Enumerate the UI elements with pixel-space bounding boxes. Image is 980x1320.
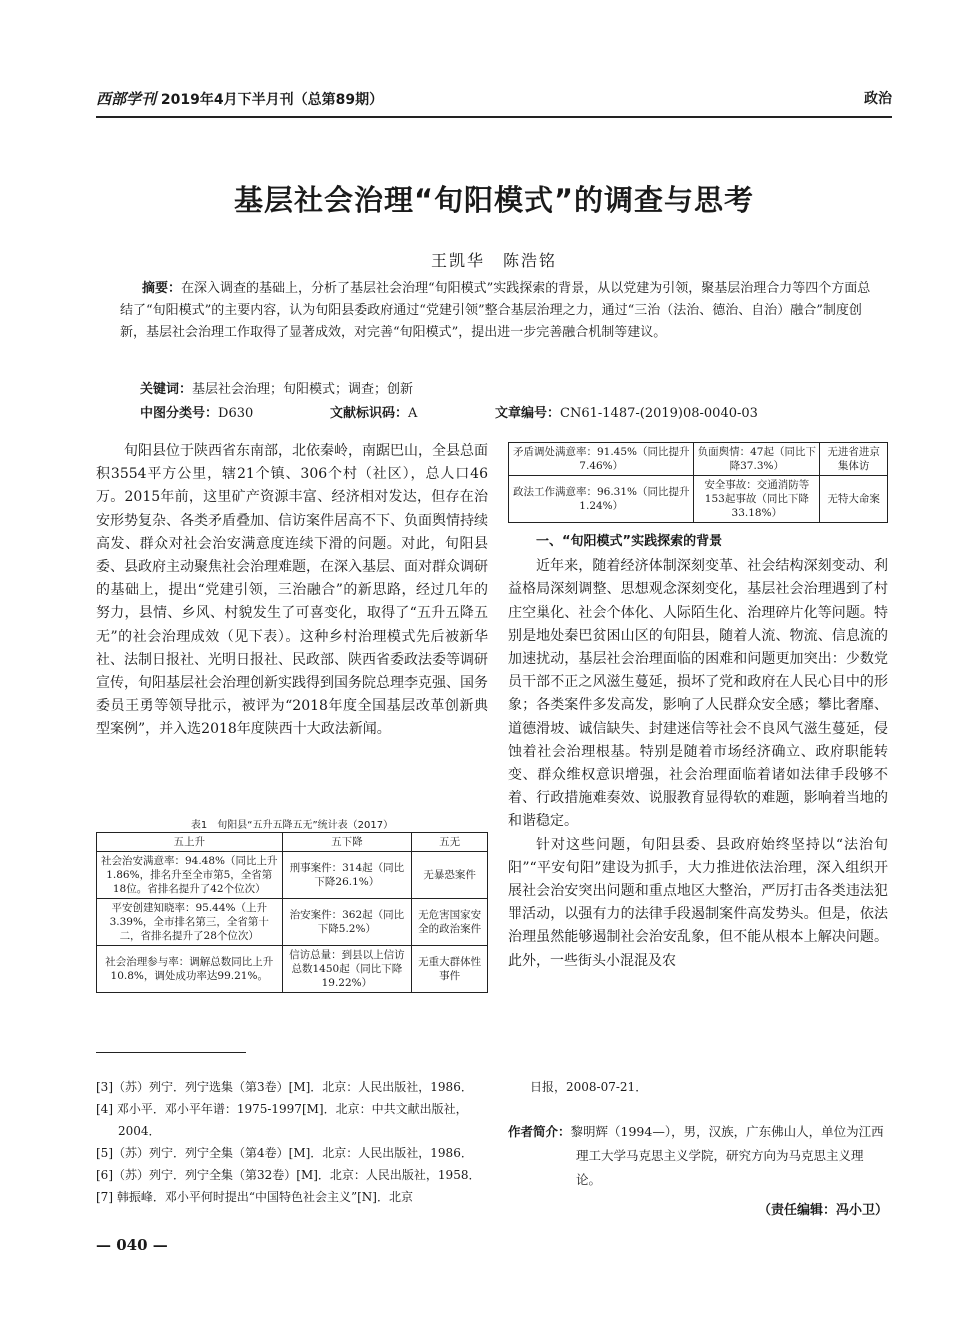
clc-number bbox=[140, 402, 253, 421]
doc-label: 文献标识码： bbox=[330, 406, 409, 421]
clc-value: D630 bbox=[218, 406, 254, 421]
table-cell: 无暴恐案件 bbox=[412, 852, 488, 899]
table-row bbox=[97, 946, 488, 993]
author-bio-text: 黎明辉（1994—），男，汉族，广东佛山人，单位为江西理工大学马克思主义学院，研究方向为马克思主义理论。 bbox=[570, 1124, 884, 1187]
reference-item: [6]（苏）列宁．列宁全集（第32卷）[M]．北京：人民出版社，1958． bbox=[96, 1168, 481, 1182]
header-journal-issue bbox=[96, 88, 383, 109]
reference-item: [3]（苏）列宁．列宁选集（第3卷）[M]．北京：人民出版社，1986． bbox=[96, 1080, 473, 1094]
article-number bbox=[495, 402, 758, 421]
references-list bbox=[96, 1076, 488, 1208]
table-cell: 政法工作满意率：96.31%（同比提升1.24%） bbox=[509, 476, 694, 523]
footnote-divider bbox=[96, 1052, 246, 1053]
reference-item: [5]（苏）列宁．列宁全集（第4卷）[M]．北京：人民出版社，1986． bbox=[96, 1146, 473, 1160]
table-cell: 治安案件：362起（同比下降5.2%） bbox=[282, 899, 412, 946]
header-fall: 五下降 bbox=[282, 833, 412, 852]
table-cell: 社会治安满意率：94.48%（同比上升1.86%，排名升至全市第5，全省第18位。省排名提升了42个位次） bbox=[97, 852, 283, 899]
table-cell: 信访总量：到县以上信访总数1450起（同比下降19.22%） bbox=[282, 946, 412, 993]
section1-heading: 一、“旬阳模式”实践探索的背景 bbox=[536, 534, 723, 549]
table-cell: 无危害国家安全的政治案件 bbox=[412, 899, 488, 946]
intro-column bbox=[96, 440, 488, 742]
table-header-row bbox=[97, 833, 488, 852]
table-cell: 无特大命案 bbox=[820, 476, 888, 523]
header-none: 五无 bbox=[412, 833, 488, 852]
classification-row bbox=[140, 402, 890, 422]
keywords bbox=[140, 378, 413, 397]
table-caption: 表1 旬阳县“五升五降五无”统计表（2017） bbox=[190, 820, 394, 831]
table-row bbox=[97, 852, 488, 899]
article-authors: 王凯华 陈浩铭 bbox=[430, 251, 557, 270]
header-divider bbox=[96, 116, 892, 118]
author-bio bbox=[508, 1120, 888, 1192]
keywords-text: 基层社会治理；旬阳模式；调查；创新 bbox=[192, 382, 414, 397]
reference-item: [4] 邓小平．邓小平年谱：1975-1997[M]．北京：中共文献出版社，2004． bbox=[96, 1102, 468, 1138]
journal-name: 西部学刊 bbox=[96, 90, 157, 108]
document-code bbox=[330, 402, 417, 421]
clc-label: 中图分类号： bbox=[140, 406, 219, 421]
header-rise: 五上升 bbox=[97, 833, 283, 852]
abstract-text: 在深入调查的基础上，分析了基层社会治理“旬阳模式”实践探索的背景，从以党建为引领，聚基层治理合力等四个方面总结了“旬阳模式”的主要内容，认为旬阳县委政府通过“党建引领”整合基层治理之力，通过“三治（法治、德治、自治）融合”制度创新，基层社会治理工作取得了显著成效，对完善“旬阳模式”，提出进一步完善融合机制等建议。 bbox=[120, 281, 871, 340]
table-row bbox=[509, 476, 888, 523]
table-cell: 平安创建知晓率：95.44%（上升3.39%，全市排名第三，全省第十二，省排名提升了28个位次） bbox=[97, 899, 283, 946]
responsible-editor: （责任编辑：冯小卫） bbox=[757, 1203, 888, 1218]
running-header bbox=[96, 88, 892, 114]
stats-table-part1 bbox=[96, 832, 488, 993]
keywords-label: 关键词： bbox=[140, 382, 193, 397]
references-right bbox=[508, 1076, 888, 1222]
table-row bbox=[509, 443, 888, 476]
reference-continuation: 日报，2008-07-21． bbox=[530, 1080, 648, 1094]
intro-paragraph: 旬阳县位于陕西省东南部，北依秦岭，南踞巴山，全县总面积3554平方公里，辖21个镇、306个村（社区），总人口46万。2015年前，这里矿产资源丰富、经济相对发达，但存在治安形势复杂、各类矛盾叠加、信访案件居高不下、负面舆情持续高发、群众对社会治安满意度连续下滑的问题。对此，旬阳县委、县政府主动聚焦社会治理难题，在深入基层、面对群众调研的基础上，提出“党建引领，三治融合”的新思路，经过几年的努力，县情、乡风、村貌发生了可喜变化，取得了“五升五降五无”的社会治理成效（见下表）。这种乡村治理模式先后被新华社、法制日报社、光明日报社、民政部、陕西省委政法委等调研宣传，旬阳基层社会治理创新实践得到国务院总理李克强、国务委员王勇等领导批示，被评为“2018年度全国基层改革创新典型案例”，并入选2018年度陕西十大政法新闻。 bbox=[96, 443, 488, 738]
table-cell: 刑事案件：314起（同比下降26.1%） bbox=[282, 852, 412, 899]
abstract bbox=[120, 278, 880, 344]
article-title: 基层社会治理“旬阳模式”的调查与思考 bbox=[233, 183, 755, 217]
table-cell: 矛盾调处满意率：91.45%（同比提升7.46%） bbox=[509, 443, 694, 476]
table-row bbox=[97, 899, 488, 946]
section-name: 政治 bbox=[864, 91, 892, 107]
article-value: CN61-1487-(2019)08-0040-03 bbox=[560, 406, 758, 421]
section1-column bbox=[508, 530, 888, 973]
table-cell: 无重大群体性事件 bbox=[412, 946, 488, 993]
table-cell: 负面舆情：47起（同比下降37.3%） bbox=[694, 443, 820, 476]
table-cell: 社会治理参与率：调解总数同比上升10.8%，调处成功率达99.21%。 bbox=[97, 946, 283, 993]
stats-table-part2 bbox=[508, 442, 888, 523]
table-cell: 安全事故：交通消防等153起事故（同比下降33.18%） bbox=[694, 476, 820, 523]
doc-value: A bbox=[408, 406, 418, 421]
author-bio-label: 作者简介： bbox=[508, 1124, 571, 1139]
article-label: 文章编号： bbox=[495, 406, 561, 421]
table-cell: 无进省进京集体访 bbox=[820, 443, 888, 476]
page-number: — 040 — bbox=[96, 1236, 168, 1254]
section1-paragraph-2: 针对这些问题，旬阳县委、县政府始终坚持以“法治旬阳”“平安旬阳”建设为抓手，大力推进依法治理，深入组织开展社会治安突出问题和重点地区大整治，严厉打击各类违法犯罪活动，以强有力的法律手段遏制案件高发势头。但是，依法治理虽然能够遏制社会治安乱象，但不能从根本上解决问题。此外，一些街头小混混及农 bbox=[508, 836, 888, 969]
issue-info: 2019年4月下半月刊（总第89期） bbox=[160, 92, 384, 108]
section1-paragraph-1: 近年来，随着经济体制深刻变革、社会结构深刻变动、利益格局深刻调整、思想观念深刻变化，基层社会治理遇到了村庄空巢化、社会个体化、人际陌生化、治理碎片化等问题。特别是地处秦巴贫困山区的旬阳县，随着人流、物流、信息流的加速扰动，基层社会治理面临的困难和问题更加突出：少数党员干部不正之风滋生蔓延，损坏了党和政府在人民心目中的形象；各类案件多发高发，影响了人民群众安全感；攀比奢靡、道德滑坡、诚信缺失、封建迷信等社会不良风气滋生蔓延，侵蚀着社会治理根基。特别是随着市场经济确立、政府职能转变、群众维权意识增强，社会治理面临着诸如法律手段够不着、行政措施难奏效、说服教育显得软的难题，影响着当地的和谐稳定。 bbox=[508, 558, 888, 830]
reference-item: [7] 韩振峰．邓小平何时提出“中国特色社会主义”[N]．北京 bbox=[96, 1190, 413, 1204]
abstract-label: 摘要： bbox=[142, 281, 182, 296]
